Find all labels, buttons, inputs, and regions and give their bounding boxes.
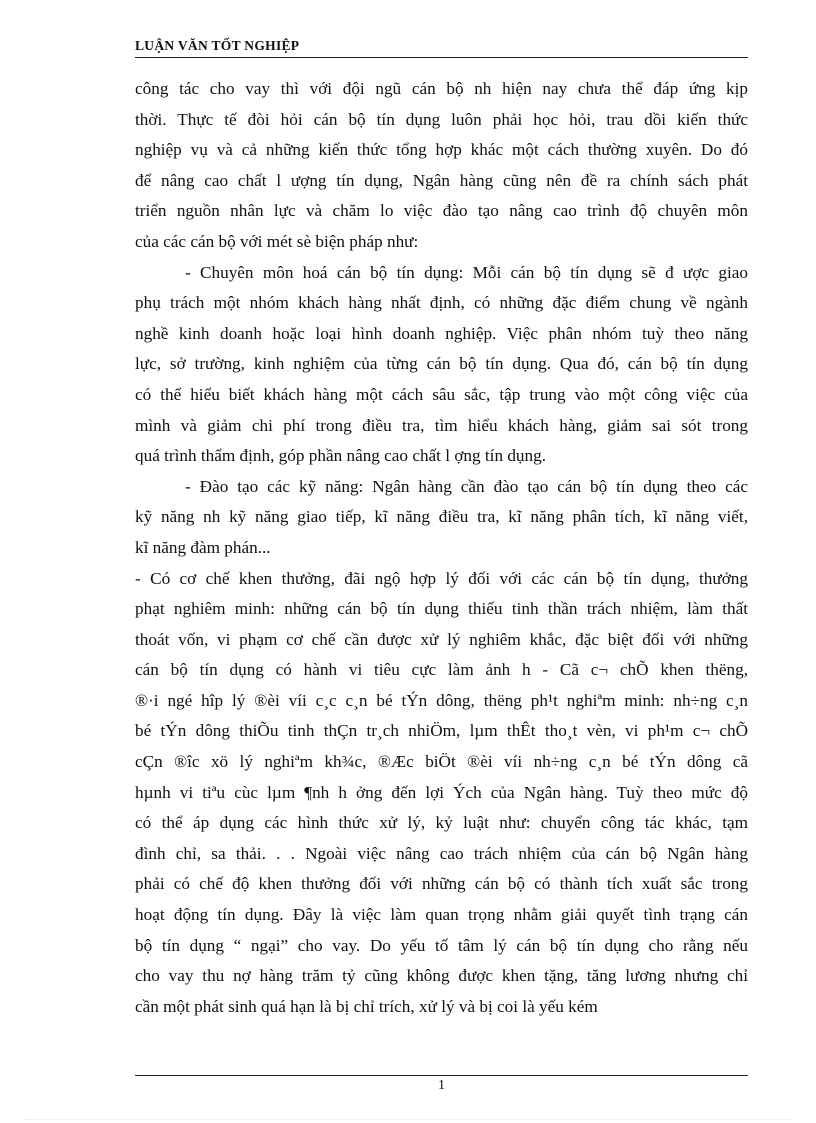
text-line: để nâng cao chất l ượng tín dụng, Ngân hàng cũng nên đề ra chính sách phát [135, 170, 748, 190]
text-line: của các cán bộ với mét sè biện pháp như: [135, 231, 419, 251]
text-line: - Chuyên môn hoá cán bộ tín dụng: Mỗi cán bộ tín dụng sẽ đ ược giao [185, 262, 748, 282]
text-line: thời. Thực tế đòi hỏi cán bộ tín dụng luôn phải học hỏi, trau dồi kiến thức [135, 109, 748, 129]
text-line: ®·i ngé hîp lý ®èi víi c¸c c¸n bé tÝn dông, thëng ph¹t nghiªm minh: nh÷ng c¸n [135, 690, 748, 710]
running-header: LUẬN VĂN TỐT NGHIỆP [135, 38, 300, 53]
text-line: công tác cho vay thì với đội ngũ cán bộ nh hiện nay chưa thể đáp ứng kịp [135, 79, 748, 98]
text-line: có thể hiểu biết khách hàng một cách sâu sắc, tập trung vào một công việc của [135, 384, 748, 404]
text-line: kĩ năng đàm phán... [135, 537, 271, 557]
header-divider [135, 57, 748, 58]
footer-divider [135, 1075, 748, 1076]
page-number: 1 [438, 1078, 445, 1093]
text-line: phải có chế độ khen thưởng đối với những cán bộ có thành tích xuất sắc trong [135, 874, 748, 894]
text-line: lực, sở trường, kinh nghiệm của từng cán bộ tín dụng. Qua đó, cán bộ tín dụng [135, 354, 748, 374]
text-line: bé tÝn dông thiÕu tinh thÇn tr¸ch nhiÖm, lµm thÊt tho¸t vèn, vi ph¹m c¬ chÕ [135, 721, 748, 741]
text-line: có thể áp dụng các hình thức xử lý, kỷ luật như: chuyển công tác khác, tạm [135, 813, 748, 833]
text-line: cÇn ®îc xö lý nghiªm kh¾c, ®Æc biÖt ®èi víi nh÷ng c¸n bé tÝn dông cã [135, 752, 748, 772]
text-line: kỹ năng nh kỹ năng giao tiếp, kĩ năng điều tra, kĩ năng phân tích, kĩ năng viết, [135, 507, 748, 527]
text-line: cán bộ tín dụng có hành vi tiêu cực làm ảnh h - Cã c¬ chÕ khen thëng, [135, 660, 748, 680]
text-line: bộ tín dụng “ ngại” cho vay. Do yếu tố tâm lý cán bộ tín dụng cho rằng nếu [135, 935, 748, 955]
text-line: nghiệp vụ và cả những kiến thức tổng hợp khác một cách thường xuyên. Do đó [135, 140, 748, 160]
body-text [135, 74, 748, 1022]
text-line: đình chỉ, sa thải. . . Ngoài việc nâng cao trách nhiệm của cán bộ Ngân hàng [135, 843, 748, 863]
text-line: thoát vốn, vi phạm cơ chế cần được xử lý nghiêm khắc, đặc biệt đối với những [135, 629, 748, 649]
text-line: hoạt động tín dụng. Đây là việc làm quan trọng nhằm giải quyết tình trạng cán [135, 905, 748, 925]
text-line: hµnh vi tiªu cùc lµm ¶nh h ởng đến lợi Ých của Ngân hàng. Tuỳ theo mức độ [135, 782, 748, 802]
text-line: cần một phát sinh quá hạn là bị chỉ trích, xử lý và bị coi là yếu kém [135, 996, 598, 1016]
text-line: cho vay thu nợ hàng trăm tỷ cũng không được khen tặng, tăng lương nhưng chỉ [135, 966, 748, 986]
text-line: phạt nghiêm minh: những cán bộ tín dụng thiếu tinh thần trách nhiệm, làm thất [135, 599, 748, 619]
text-line: nghề kinh doanh hoặc loại hình doanh nghiệp. Việc phân nhóm tuỳ theo năng [135, 323, 748, 343]
text-line: - Có cơ chế khen thưởng, đãi ngộ hợp lý đối với các cán bộ tín dụng, thưởng [135, 568, 748, 588]
text-line: phụ trách một nhóm khách hàng nhất định, có những đặc điểm chung về ngành [135, 293, 748, 313]
text-line: quá trình thẩm định, góp phần nâng cao chất l ợng tín dụng. [135, 446, 547, 466]
text-line: - Đào tạo các kỹ năng: Ngân hàng cần đào tạo cán bộ tín dụng theo các [185, 476, 748, 496]
page-edge-dotted-rule [24, 1119, 792, 1120]
text-line: triển nguồn nhân lực và chăm lo việc đào tạo nâng cao trình độ chuyên môn [135, 201, 748, 221]
text-line: mình và giảm chi phí trong điều tra, tìm hiểu khách hàng, giảm sai sót trong [135, 415, 748, 435]
